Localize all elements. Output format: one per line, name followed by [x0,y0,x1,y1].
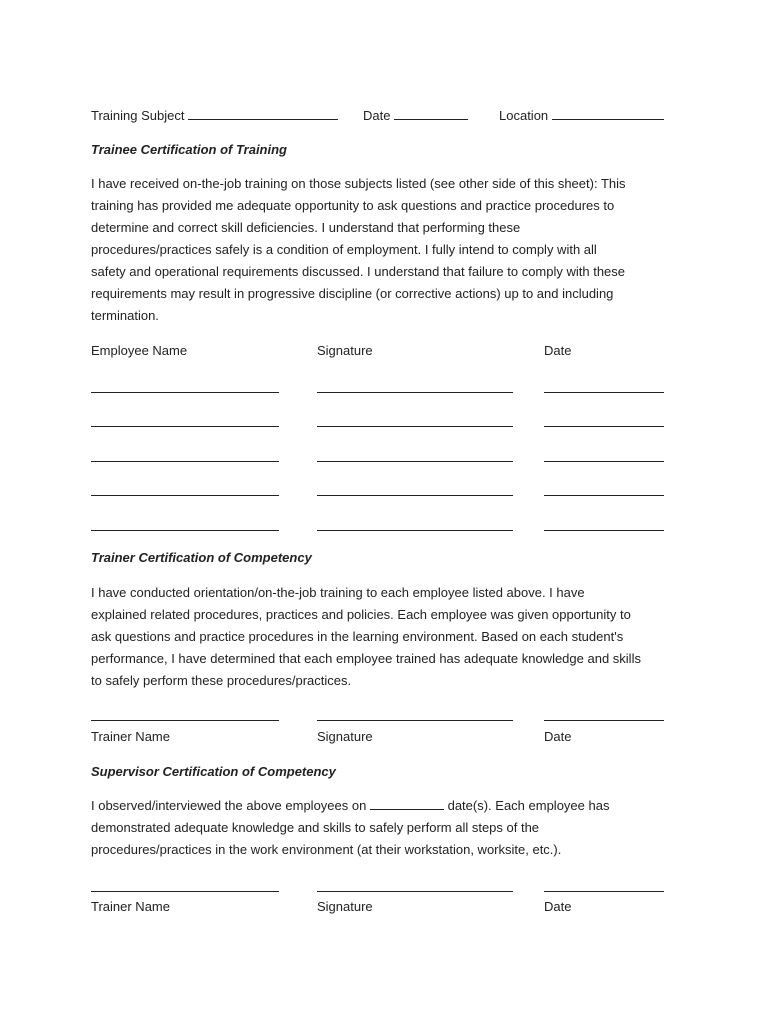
location-label: Location [499,108,549,123]
trainer-paragraph [91,582,691,692]
paragraph-line [91,795,691,817]
employee-name-header: Employee Name [91,343,188,358]
employee-name-line-3[interactable] [91,461,279,462]
training-subject-blank[interactable] [188,107,338,120]
trainer-date-line[interactable] [544,720,664,721]
paragraph-line: determine and correct skill deficiencies. I understand that performing these [91,220,521,235]
employee-name-line-5[interactable] [91,530,279,531]
employee-signature-line-2[interactable] [317,426,513,427]
employee-name-line-2[interactable] [91,426,279,427]
employee-date-line-5[interactable] [544,530,664,531]
supervisor-name-line[interactable] [91,891,279,892]
trainee-section-title: Trainee Certification of Training [91,142,287,157]
location-field[interactable] [499,107,664,123]
employee-date-line-2[interactable] [544,426,664,427]
employee-signature-line-4[interactable] [317,495,513,496]
employee-name-line-1[interactable] [91,392,279,393]
employee-signature-line-5[interactable] [317,530,513,531]
paragraph-line: training has provided me adequate opportunity to ask questions and practice procedures to [91,198,615,213]
paragraph-line: I have received on-the-job training on those subjects listed (see other side of this sheet): This [91,176,626,191]
trainee-paragraph [91,173,691,327]
paragraph-line: ask questions and practice procedures in the learning environment. Based on each student's [91,629,624,644]
trainer-signature-label: Signature [317,729,373,744]
trainer-date-label: Date [544,729,572,744]
paragraph-line: demonstrated adequate knowledge and skills to safely perform all steps of the [91,820,540,835]
training-subject-label: Training Subject [91,108,185,123]
header-date-label: Date [363,108,391,123]
supervisor-section-title: Supervisor Certification of Competency [91,764,336,779]
employee-date-line-4[interactable] [544,495,664,496]
paragraph-line: safety and operational requirements discussed. I understand that failure to comply with these [91,264,626,279]
paragraph-line: requirements may result in progressive discipline (or corrective actions) up to and including [91,286,614,301]
supervisor-line-end: date(s). Each employee has [447,798,610,813]
supervisor-date-line[interactable] [544,891,664,892]
employee-signature-line-1[interactable] [317,392,513,393]
location-blank[interactable] [552,107,664,120]
employee-name-line-4[interactable] [91,495,279,496]
employee-signature-line-3[interactable] [317,461,513,462]
paragraph-line: termination. [91,308,159,323]
paragraph-line: performance, I have determined that each employee trained has adequate knowledge and skills [91,651,641,666]
header-date-blank[interactable] [394,107,468,120]
paragraph-line: procedures/practices safely is a condition of employment. I fully intend to comply with all [91,242,597,257]
date-header: Date [544,343,572,358]
signature-header: Signature [317,343,373,358]
trainer-name-line[interactable] [91,720,279,721]
supervisor-paragraph [91,795,691,861]
supervisor-line-start: I observed/interviewed the above employees on [91,798,367,813]
training-subject-field[interactable] [91,107,338,123]
paragraph-line: I have conducted orientation/on-the-job training to each employee listed above. I have [91,585,585,600]
supervisor-signature-label: Signature [317,899,373,914]
employee-date-line-1[interactable] [544,392,664,393]
supervisor-name-label: Trainer Name [91,899,170,914]
paragraph-line: to safely perform these procedures/practices. [91,673,352,688]
supervisor-date-blank[interactable] [370,797,444,810]
supervisor-date-label: Date [544,899,572,914]
paragraph-line: procedures/practices in the work environment (at their workstation, worksite, etc.). [91,842,562,857]
supervisor-signature-line[interactable] [317,891,513,892]
employee-date-line-3[interactable] [544,461,664,462]
trainer-signature-line[interactable] [317,720,513,721]
paragraph-line: explained related procedures, practices and policies. Each employee was given opportunity to [91,607,631,622]
trainer-name-label: Trainer Name [91,729,170,744]
header-date-field[interactable] [363,107,468,123]
trainer-section-title: Trainer Certification of Competency [91,550,312,565]
